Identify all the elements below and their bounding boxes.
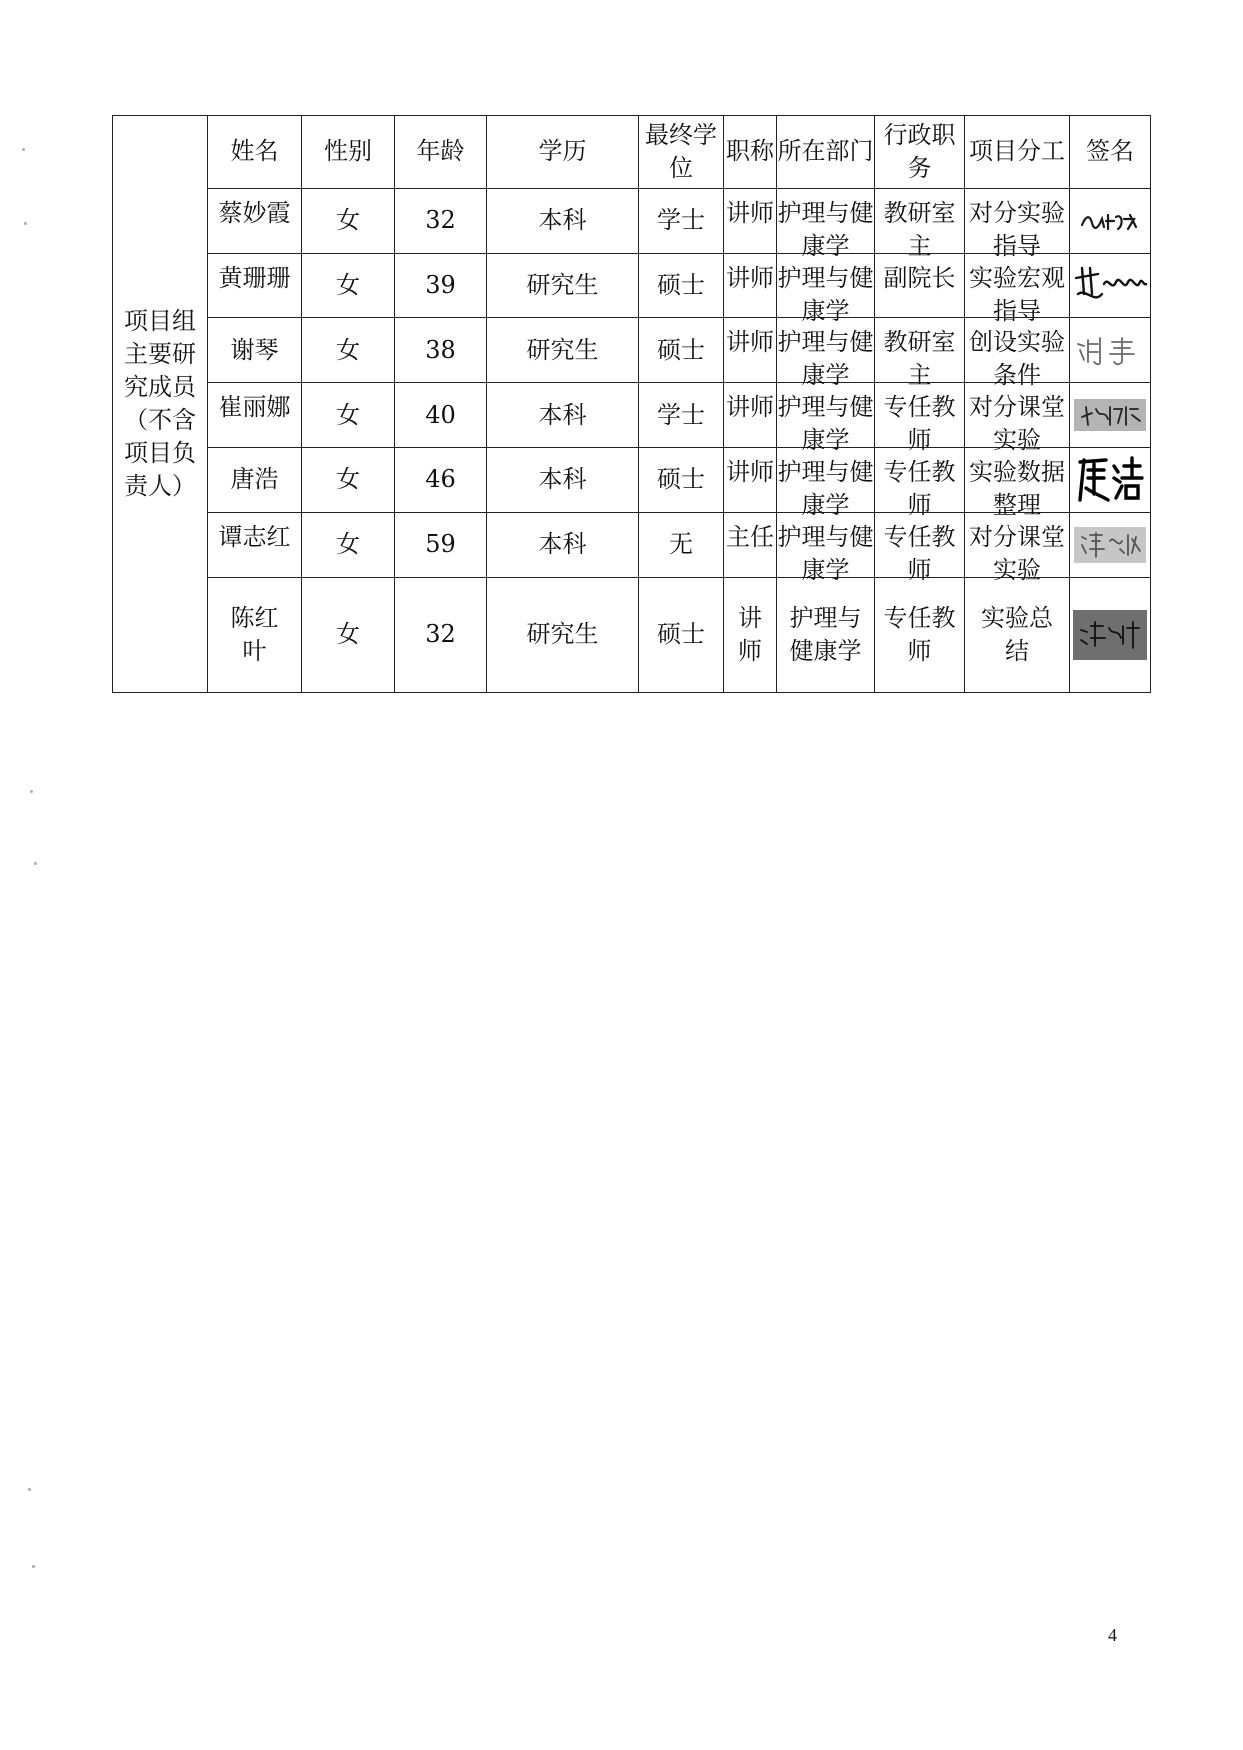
cell-task: 实验总结: [965, 577, 1070, 692]
header-age: 年龄: [395, 116, 487, 189]
cell-name: 谭志红: [208, 512, 302, 577]
cell-gender: 女: [302, 448, 395, 513]
cell-name: 崔丽娜: [208, 383, 302, 448]
members-table: [112, 115, 1151, 693]
cell-position: 专任教师: [875, 383, 965, 448]
cell-task: 对分课堂实验: [965, 383, 1070, 448]
header-name: 姓名: [208, 116, 302, 189]
cell-education: 本科: [487, 448, 639, 513]
table-row: [113, 188, 1151, 253]
header-signature: 签名: [1070, 116, 1151, 189]
cell-education: 本科: [487, 512, 639, 577]
handwritten-signature: [1074, 454, 1146, 506]
cell-signature: [1070, 448, 1151, 513]
table-row: [113, 383, 1151, 448]
handwritten-signature: [1073, 610, 1147, 660]
handwritten-signature: [1074, 332, 1146, 368]
cell-gender: 女: [302, 188, 395, 253]
cell-age: 32: [395, 577, 487, 692]
cell-education: 研究生: [487, 577, 639, 692]
cell-degree: 硕士: [639, 448, 724, 513]
cell-gender: 女: [302, 383, 395, 448]
cell-signature: [1070, 383, 1151, 448]
table-row: [113, 512, 1151, 577]
cell-signature: [1070, 188, 1151, 253]
scan-speck: [24, 222, 27, 225]
cell-age: 32: [395, 188, 487, 253]
cell-title: 讲师: [724, 318, 777, 383]
handwritten-signature: [1074, 523, 1146, 567]
cell-age: 46: [395, 448, 487, 513]
header-department: 所在部门: [777, 116, 875, 189]
header-degree: 最终学位: [639, 116, 724, 189]
cell-gender: 女: [302, 512, 395, 577]
cell-gender: 女: [302, 253, 395, 318]
cell-title: 讲师: [724, 577, 777, 692]
cell-task: 实验宏观指导: [965, 253, 1070, 318]
cell-name: 唐浩: [208, 448, 302, 513]
handwritten-signature: [1072, 264, 1148, 308]
cell-department: 护理与健康学: [777, 383, 875, 448]
cell-task: 实验数据整理: [965, 448, 1070, 513]
cell-title: 讲师: [724, 188, 777, 253]
cell-department: 护理与健康学: [777, 253, 875, 318]
cell-signature: [1070, 318, 1151, 383]
cell-education: 研究生: [487, 253, 639, 318]
cell-department: 护理与健康学: [777, 448, 875, 513]
header-task: 项目分工: [965, 116, 1070, 189]
header-education: 学历: [487, 116, 639, 189]
cell-department: 护理与健康学: [777, 512, 875, 577]
cell-age: 39: [395, 253, 487, 318]
cell-degree: 硕士: [639, 318, 724, 383]
cell-position: 教研室主: [875, 318, 965, 383]
cell-department: 护理与健康学: [777, 188, 875, 253]
cell-task: 对分实验指导: [965, 188, 1070, 253]
cell-degree: 硕士: [639, 253, 724, 318]
cell-title: 主任: [724, 512, 777, 577]
cell-age: 38: [395, 318, 487, 383]
cell-signature: [1070, 577, 1151, 692]
scan-speck: [32, 1565, 35, 1568]
cell-title: 讲师: [724, 253, 777, 318]
cell-education: 研究生: [487, 318, 639, 383]
cell-position: 教研室主: [875, 188, 965, 253]
cell-degree: 学士: [639, 188, 724, 253]
cell-name: 蔡妙霞: [208, 188, 302, 253]
cell-gender: 女: [302, 577, 395, 692]
cell-degree: 硕士: [639, 577, 724, 692]
header-row: [113, 116, 1151, 189]
cell-education: 本科: [487, 383, 639, 448]
header-title: 职称: [724, 116, 777, 189]
cell-signature: [1070, 512, 1151, 577]
cell-name: 陈红叶: [208, 577, 302, 692]
handwritten-signature: [1074, 395, 1146, 435]
header-position: 行政职务: [875, 116, 965, 189]
cell-task: 对分课堂实验: [965, 512, 1070, 577]
cell-gender: 女: [302, 318, 395, 383]
cell-education: 本科: [487, 188, 639, 253]
side-label: 项目组主要研究成员（不含项目负责人）: [113, 116, 208, 693]
cell-position: 专任教师: [875, 512, 965, 577]
cell-task: 创设实验条件: [965, 318, 1070, 383]
cell-position: 副院长: [875, 253, 965, 318]
cell-title: 讲师: [724, 448, 777, 513]
page-number: 4: [1108, 1625, 1117, 1645]
cell-position: 专任教师: [875, 577, 965, 692]
cell-age: 40: [395, 383, 487, 448]
scan-speck: [34, 862, 37, 865]
cell-position: 专任教师: [875, 448, 965, 513]
cell-name: 谢琴: [208, 318, 302, 383]
table-row: [113, 253, 1151, 318]
scan-speck: [22, 148, 25, 151]
cell-degree: 学士: [639, 383, 724, 448]
cell-degree: 无: [639, 512, 724, 577]
cell-signature: [1070, 253, 1151, 318]
cell-name: 黄珊珊: [208, 253, 302, 318]
cell-department: 护理与健康学: [777, 318, 875, 383]
table-row: [113, 448, 1151, 513]
table-row: [113, 318, 1151, 383]
header-gender: 性别: [302, 116, 395, 189]
scan-speck: [30, 790, 33, 793]
cell-age: 59: [395, 512, 487, 577]
cell-title: 讲师: [724, 383, 777, 448]
handwritten-signature: [1078, 207, 1142, 235]
cell-department: 护理与健康学: [777, 577, 875, 692]
table-row: [113, 577, 1151, 692]
scan-speck: [28, 1488, 31, 1491]
